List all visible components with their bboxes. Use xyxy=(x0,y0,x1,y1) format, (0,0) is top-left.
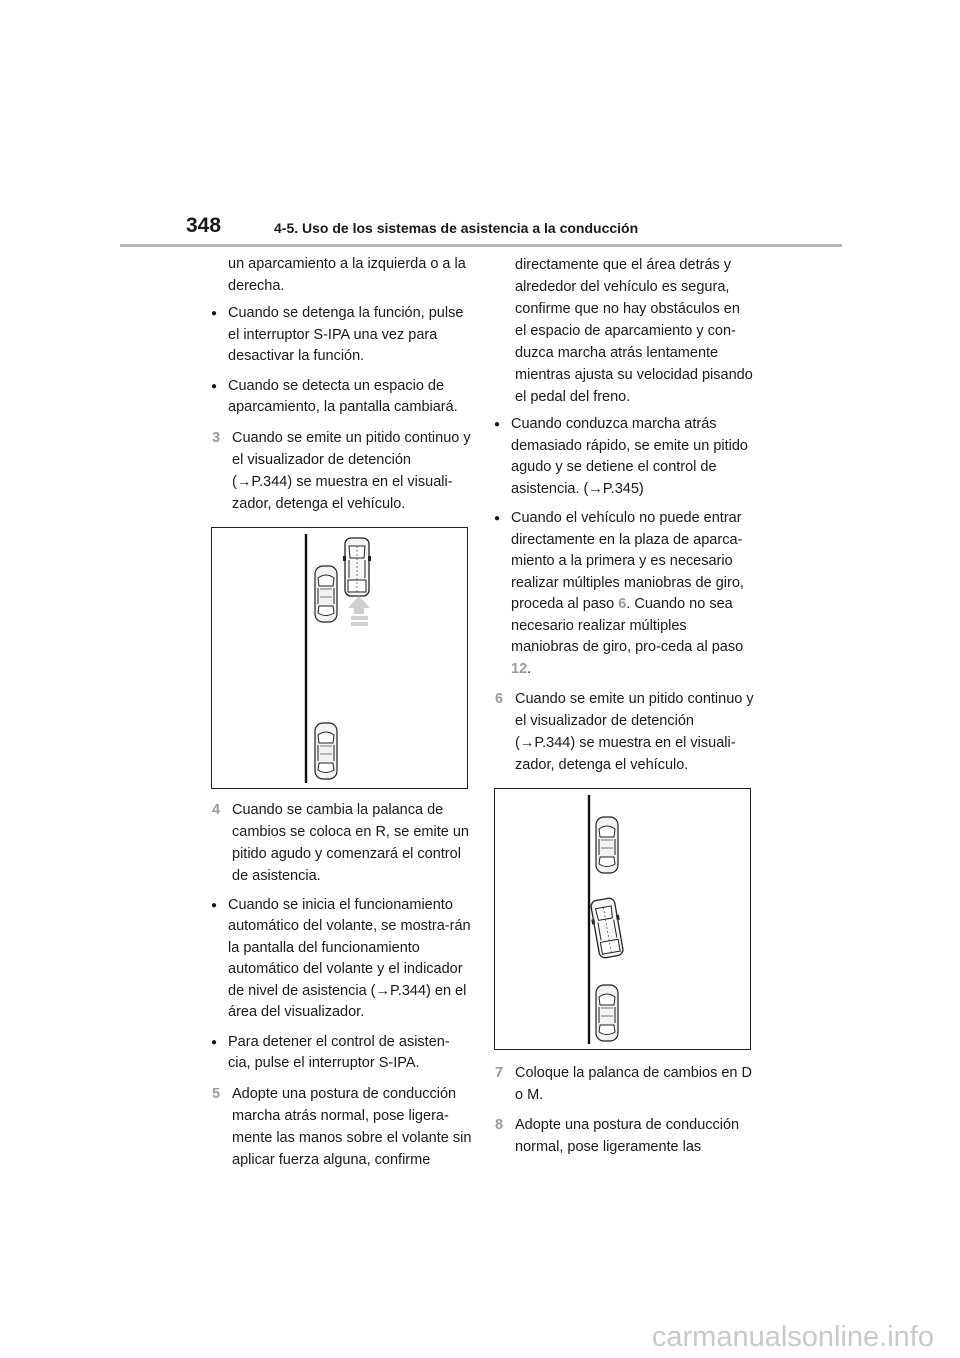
step-text: Cuando se emite un pitido continuo y el visualizador de detención (→P.344) se muestra en el visuali-zador, detenga el vehículo. xyxy=(515,691,754,773)
step-number: 6 xyxy=(495,691,504,707)
right-column xyxy=(493,254,755,1166)
step-text: Cuando se cambia la palanca de cambios se coloca en R, se emite un pitido agudo y comenzará el control de asistencia. xyxy=(232,801,469,884)
bullet-text: . Cuando no sea necesario realizar múltiples maniobras de giro, pro-ceda al paso xyxy=(511,596,744,655)
page-number: 348 xyxy=(186,214,222,237)
step-3 xyxy=(210,427,472,515)
step-reference: 12 xyxy=(511,660,528,677)
bullet-item: ● Cuando conduzca marcha atrás demasiado rápido, se emite un pitido agudo y se detiene el control de asistencia. (→P.345) xyxy=(493,414,755,500)
step-4 xyxy=(210,799,472,887)
left-column xyxy=(210,254,472,1179)
parked-car-icon xyxy=(596,817,618,873)
figure-parking-stop xyxy=(494,788,751,1050)
bullet-item: ● Cuando se inicia el funcionamiento automático del volante, se mostra-rán la pantalla del funcionamiento automático del volante y el indicador de nivel de asistencia (→P.344) en el área del visualizador. xyxy=(210,895,472,1024)
parking-approach-diagram xyxy=(212,528,467,788)
bullet-item xyxy=(493,508,755,680)
step-7 xyxy=(493,1062,755,1106)
step-number: 3 xyxy=(212,429,221,446)
own-car-icon xyxy=(343,538,371,596)
step-text: Adopte una postura de conducción normal, pose ligeramente las xyxy=(515,1117,740,1155)
header-rule xyxy=(120,244,842,247)
step-number: 4 xyxy=(212,801,221,818)
own-car-icon xyxy=(588,897,626,959)
bullet-item: ● Para detener el control de asisten-cia, pulse el interruptor S-IPA. xyxy=(210,1032,472,1075)
step-text: Adopte una postura de conducción marcha atrás normal, pose ligera-mente las manos sobre el volante sin aplicar fuerza alguna, confirme xyxy=(232,1085,472,1168)
step-5 xyxy=(210,1083,472,1171)
figure-parking-approach xyxy=(211,527,468,789)
parked-car-icon xyxy=(315,566,337,622)
parked-car-icon xyxy=(315,723,337,779)
bullet-item: ● Cuando se detenga la función, pulse el interruptor S-IPA una vez para desactivar la función. xyxy=(210,303,472,368)
step-number: 7 xyxy=(495,1065,504,1081)
bullet-item: ● Cuando se detecta un espacio de aparcamiento, la pantalla cambiará. xyxy=(210,376,472,419)
paragraph-continuation: un aparcamiento a la izquierda o a la derecha. xyxy=(228,256,466,294)
step-6 xyxy=(493,688,755,776)
bullet-text: Cuando el vehículo no puede entrar directamente en la plaza de aparca-miento a la primera y es necesario realizar múltiples maniobras de giro, proceda al paso xyxy=(511,510,744,612)
step-number: 5 xyxy=(212,1085,221,1102)
parked-car-icon xyxy=(596,985,618,1041)
section-title: 4-5. Uso de los sistemas de asistencia a la conducción xyxy=(274,220,639,236)
bullet-text: . xyxy=(527,660,532,677)
step-text: Cuando se emite un pitido continuo y el visualizador de detención (→P.344) se muestra en el visuali-zador, detenga el vehículo. xyxy=(232,429,471,512)
watermark: carmanualsonline.info xyxy=(651,1321,934,1353)
parking-stop-diagram xyxy=(495,789,750,1049)
step-reference: 6 xyxy=(618,596,627,612)
paragraph-continuation: directamente que el área detrás y alrededor del vehículo es segura, confirme que no hay obstáculos en el espacio de aparcamiento y con-duzca marcha atrás lentamente mientras ajusta su velocidad pisando el pedal del freno. xyxy=(515,257,753,405)
step-8 xyxy=(493,1114,755,1158)
forward-arrow-icon xyxy=(348,596,370,626)
step-number: 8 xyxy=(495,1117,504,1133)
step-text: Coloque la palanca de cambios en D o M. xyxy=(515,1065,752,1103)
